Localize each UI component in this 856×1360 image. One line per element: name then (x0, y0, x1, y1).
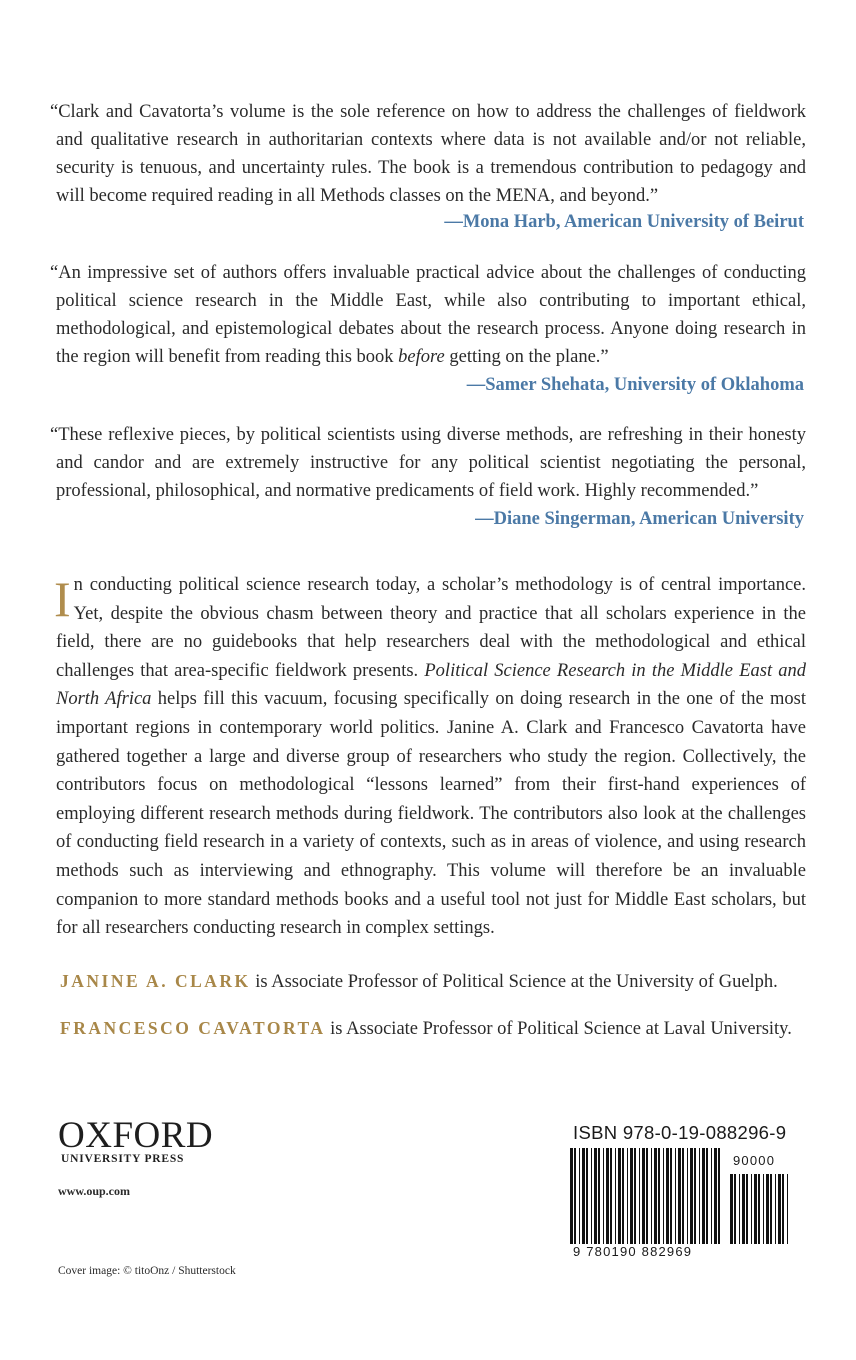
endorsement-quote-3 (50, 421, 806, 505)
author-bio-text: is Associate Professor of Political Science at Laval University. (325, 1019, 792, 1039)
author-name: JANINE A. CLARK (60, 971, 251, 991)
book-title: Political Science Research in the Middle East and North Africa (56, 660, 807, 710)
cover-image-credit: Cover image: © titoOnz / Shutterstock (58, 1265, 236, 1277)
author-name: FRANCESCO CAVATORTA (60, 1018, 326, 1038)
endorsement-quote-1 (50, 98, 806, 210)
author-bio-2 (60, 1018, 820, 1040)
quote-text: “Clark and Cavatorta’s volume is the sole reference on how to address the challenges of fieldwork and qualitative research in authoritarian contexts where data is not available and/or not reliable, security is tenuous, and uncertainty rules. The book is a tremendous contribution to pedagogy and will become required reading in all Methods classes on the MENA, and beyond.” (50, 102, 806, 206)
author-bio-1 (60, 971, 820, 993)
price-code: 90000 (733, 1153, 776, 1168)
quote-emphasis: before (398, 347, 445, 367)
drop-cap: I (54, 571, 71, 627)
quote-attribution-1: —Mona Harb, American University of Beirut (444, 212, 804, 232)
quote-attribution-3: —Diane Singerman, American University (475, 509, 804, 529)
quote-text: “These reflexive pieces, by political scientists using diverse methods, are refreshing in their honesty and candor and are extremely instructive for any political scientist negotiating the personal, professional, philosophical, and normative predicaments of field work. Highly recommended.” (50, 425, 806, 501)
author-bio-text: is Associate Professor of Political Science at the University of Guelph. (250, 972, 778, 992)
book-description: In conducting political science research today, a scholar’s methodology is of central importance. Yet, despite the obvious chasm between theory and practice that all scholars experience in the field, there are no guidebooks that help researchers deal with the methodological and ethical challenges that area-specific fieldwork presents. Political Science Research in the Middle East and North Africa helps fill this vacuum, focusing specifically on doing research in the one of the most important regions in contemporary world politics. Janine A. Clark and Francesco Cavatorta have gathered together a large and diverse group of researchers who study the region. Collectively, the contributors focus on methodological “lessons learned” from their first-hand experiences of employing different research methods during fieldwork. The contributors also look at the challenges of conducting field research in a variety of contexts, such as in areas of violence, and using research methods such as interviewing and ethnography. This volume will therefore be an invaluable companion to more standard methods books and a useful tool not just for Middle East scholars, but for all researchers conducting research in complex settings. (54, 571, 807, 939)
quote-text: “An impressive set of authors offers invaluable practical advice about the challenges of conducting political science research in the Middle East, while also contributing to important ethical, methodological, and epistemological debates about the research process. Anyone doing research in the region will benefit from reading this book before getting on the plane.” (50, 263, 806, 367)
quote-attribution-2: —Samer Shehata, University of Oklahoma (466, 375, 804, 395)
isbn-label: ISBN 978-0-19-088296-9 (573, 1122, 787, 1143)
oxford-logo-subtitle: UNIVERSITY PRESS (61, 1153, 185, 1165)
oxford-logo: OXFORD (58, 1115, 214, 1156)
barcode-number: 9 780190 882969 (573, 1244, 693, 1259)
endorsement-quote-2 (50, 259, 806, 371)
publisher-url: www.oup.com (58, 1184, 131, 1198)
